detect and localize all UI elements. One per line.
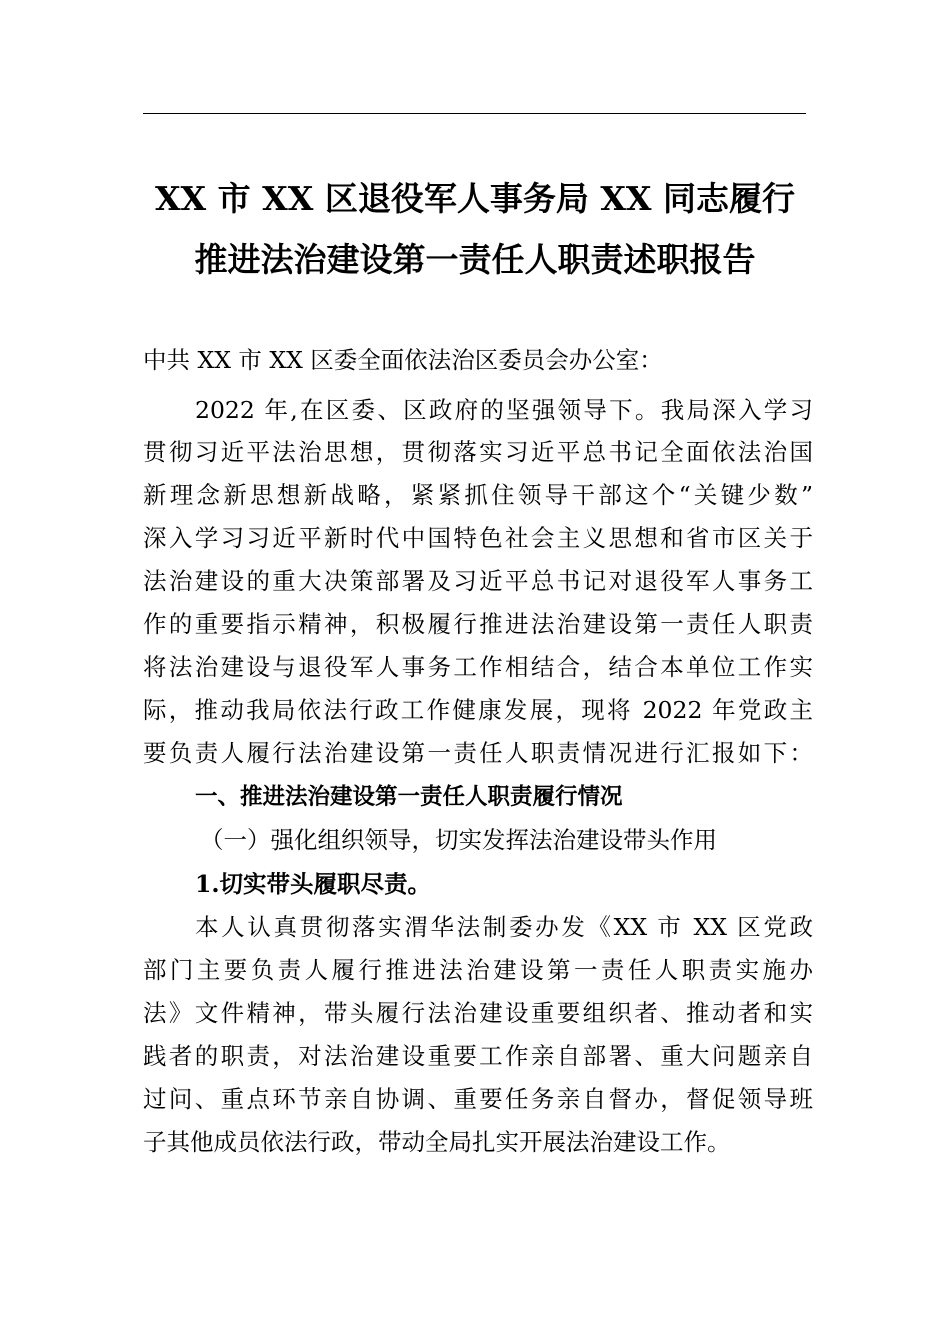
intro-line-5: 法治建设的重大决策部署及习近平总书记对退役军人事务工 [143,567,813,595]
intro-line-2: 贯彻习近平法治思想，贯彻落实习近平总书记全面依法治国 [143,438,813,466]
intro-line-1: 2022 年,在区委、区政府的坚强领导下。我局深入学习 [195,396,813,424]
section-heading: 一、推进法治建设第一责任人职责履行情况 [195,784,623,810]
intro-line-4: 深入学习习近平新时代中国特色社会主义思想和省市区关于 [143,524,813,552]
intro-line-3: 新理念新思想新战略，紧紧抓住领导干部这个“关键少数” [143,481,813,509]
body-line-1: 本人认真贯彻落实渭华法制委办发《XX 市 XX 区党政 [195,913,813,941]
body-line-4: 践者的职责，对法治建设重要工作亲自部署、重大问题亲自 [143,1042,813,1070]
title-line-1: XX 市 XX 区退役军人事务局 XX 同志履行 [154,179,796,218]
header-rule [143,113,806,114]
intro-line-6: 作的重要指示精神，积极履行推进法治建设第一责任人职责 [143,610,813,638]
body-line-5: 过问、重点环节亲自协调、重要任务亲自督办，督促领导班 [143,1085,813,1113]
title-line-2: 推进法治建设第一责任人职责述职报告 [194,240,756,279]
intro-line-8: 际，推动我局依法行政工作健康发展，现将 2022 年党政主 [143,696,813,724]
intro-line-7: 将法治建设与退役军人事务工作相结合，结合本单位工作实 [143,653,813,681]
item-heading: 1.切实带头履职尽责。 [195,870,432,898]
body-line-3: 法》文件精神，带头履行法治建设重要组织者、推动者和实 [143,999,813,1027]
subsection-heading: （一）强化组织领导，切实发挥法治建设带头作用 [200,826,717,854]
salutation: 中共 XX 市 XX 区委全面依法治区委员会办公室： [143,346,663,374]
body-line-6: 子其他成员依法行政，带动全局扎实开展法治建设工作。 [143,1128,731,1156]
body-line-2: 部门主要负责人履行推进法治建设第一责任人职责实施办 [143,956,813,984]
intro-line-9: 要负责人履行法治建设第一责任人职责情况进行汇报如下： [143,739,813,767]
